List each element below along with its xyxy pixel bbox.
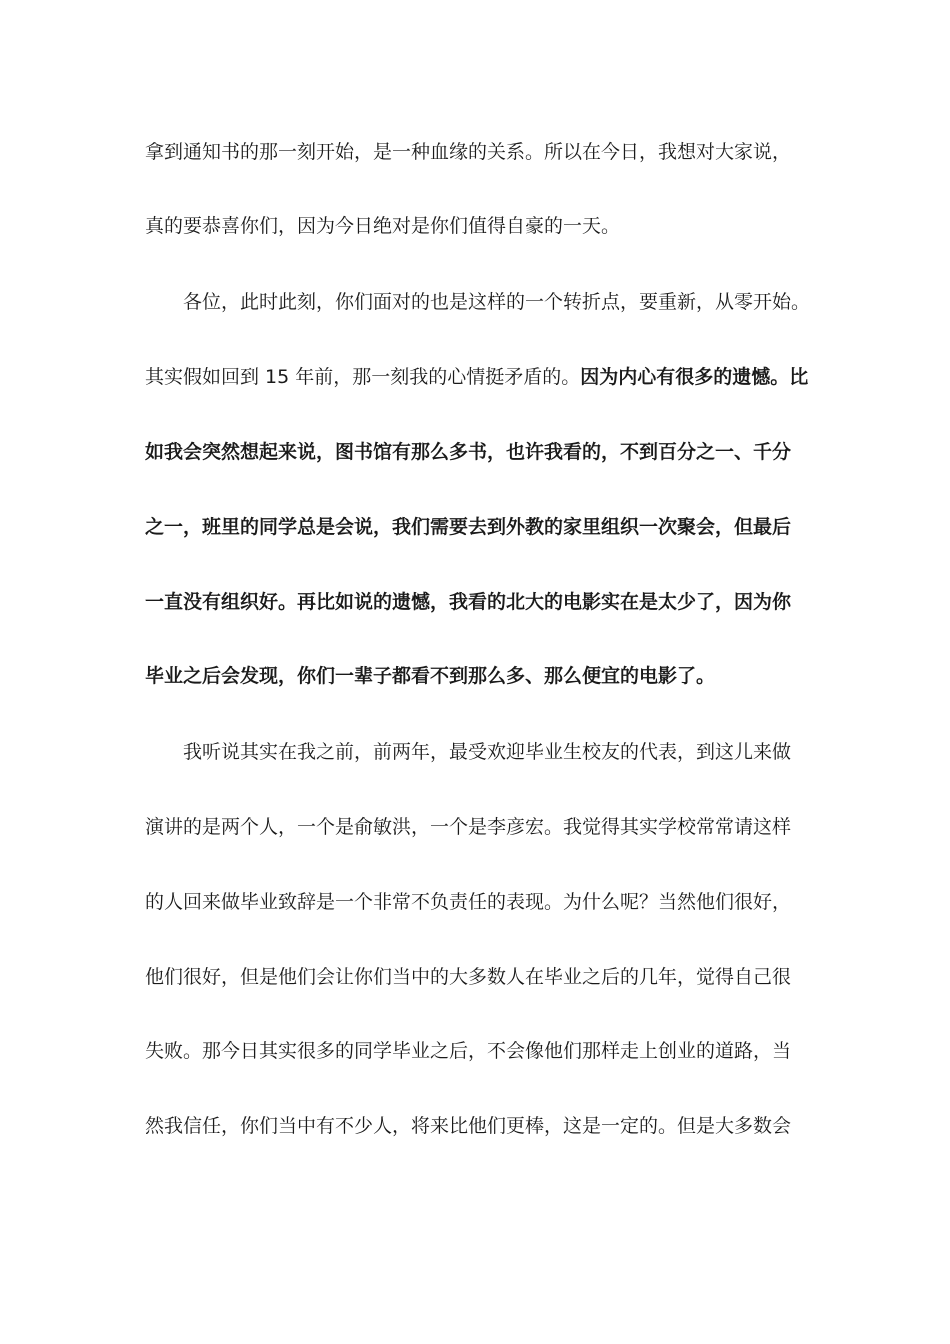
text-line xyxy=(145,1034,810,1068)
text-segment: 的人回来做毕业致辞是一个非常不负责任的表现。为什么呢？当然他们很好， xyxy=(145,891,792,913)
text-segment: 演讲的是两个人，一个是俞敏洪，一个是李彦宏。我觉得其实学校常常请这样 xyxy=(145,816,792,838)
text-segment-bold: 毕业之后会发现，你们一辈子都看不到那么多、那么便宜的电影了。 xyxy=(145,665,716,687)
text-segment: 其实假如回到 15 年前，那一刻我的心情挺矛盾的。 xyxy=(145,366,581,388)
text-line xyxy=(145,360,810,394)
text-segment: 他们很好，但是他们会让你们当中的大多数人在毕业之后的几年，觉得自己很 xyxy=(145,966,792,988)
text-line xyxy=(145,659,810,693)
text-line xyxy=(145,810,810,844)
text-segment-bold: 之一，班里的同学总是会说，我们需要去到外教的家里组织一次聚会，但最后 xyxy=(145,516,792,538)
text-line xyxy=(145,1109,810,1143)
text-segment: 失败。那今日其实很多的同学毕业之后，不会像他们那样走上创业的道路，当 xyxy=(145,1040,792,1062)
text-line xyxy=(183,285,810,319)
text-segment: 各位，此时此刻，你们面对的也是这样的一个转折点，要重新，从零开始。 xyxy=(183,291,811,313)
text-segment-bold: 因为内心有很多的遗憾。比 xyxy=(580,366,809,388)
text-line xyxy=(145,960,810,994)
text-segment: 拿到通知书的那一刻开始，是一种血缘的关系。所以在今日，我想对大家说， xyxy=(145,141,792,163)
text-segment-bold: 一直没有组织好。再比如说的遗憾，我看的北大的电影实在是太少了，因为你 xyxy=(145,591,792,613)
text-line xyxy=(183,735,810,769)
text-line xyxy=(145,435,810,469)
text-line xyxy=(145,510,810,544)
text-line xyxy=(145,209,810,243)
text-segment: 真的要恭喜你们，因为今日绝对是你们值得自豪的一天。 xyxy=(145,215,621,237)
text-segment: 然我信任，你们当中有不少人，将来比他们更棒，这是一定的。但是大多数会 xyxy=(145,1115,792,1137)
text-line xyxy=(145,135,810,169)
text-segment: 我听说其实在我之前，前两年，最受欢迎毕业生校友的代表，到这儿来做 xyxy=(183,741,792,763)
text-segment-bold: 如我会突然想起来说，图书馆有那么多书，也许我看的，不到百分之一、千分 xyxy=(145,441,792,463)
text-line xyxy=(145,585,810,619)
text-line xyxy=(145,885,810,919)
